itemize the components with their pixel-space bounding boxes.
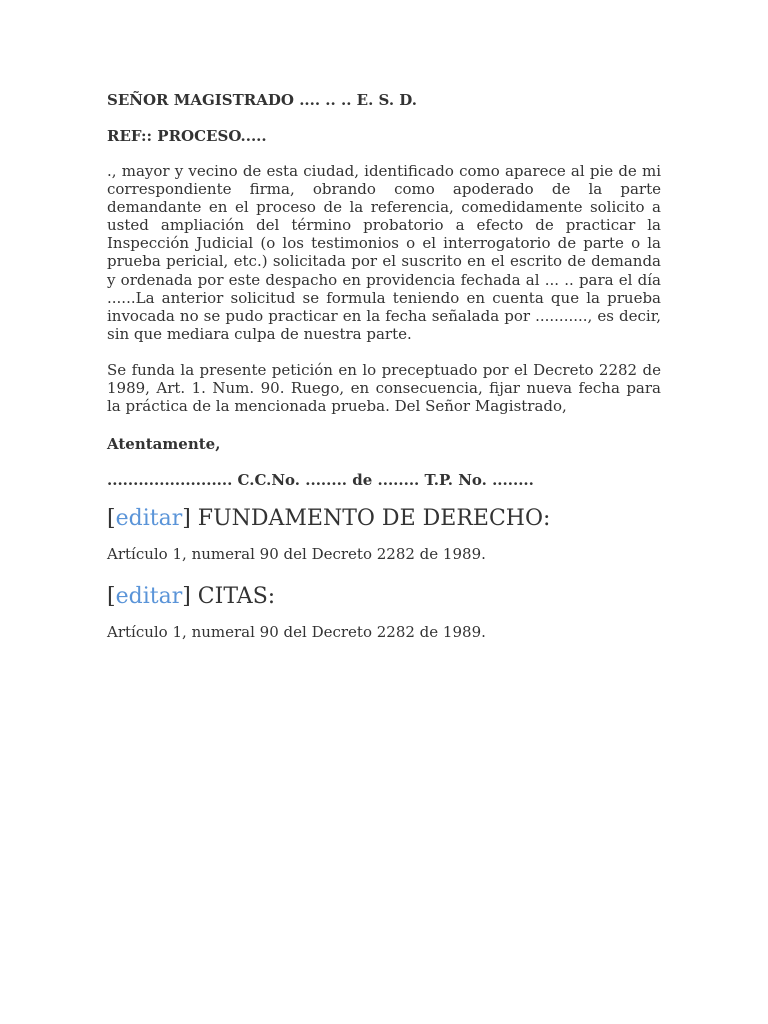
section-heading-citas xyxy=(107,582,661,612)
bracket-open: [ xyxy=(107,506,116,532)
bracket-close: ] xyxy=(182,506,191,532)
signature-line: ........................ C.C.No. ........ de ........ T.P. No. ........ xyxy=(107,471,534,490)
edit-link-citas[interactable]: editar xyxy=(115,584,183,610)
document-page xyxy=(107,90,661,660)
section-body-citas: Artículo 1, numeral 90 del Decreto 2282 de 1989. xyxy=(107,623,486,642)
section-title-citas: CITAS: xyxy=(190,584,276,610)
body-paragraph-1: ., mayor y vecino de esta ciudad, identificado como aparece al pie de mi correspondiente firma, obrando como apoderado de la parte demandante en el proceso de la referencia, comedidamente solicito a usted ampliación del término probatorio a efecto de practicar la Inspección Judicial (o los testimonios o el interrogatorio de parte o la prueba pericial, etc.) solicitada por el suscrito en el escrito de demanda y ordenada por este despacho en providencia fechada al ... .. para el día ......La anterior solicitud se formula teniendo en cuenta que la prueba invocada no se pudo practicar en la fecha señalada por ..........., es decir, sin que mediara culpa de nuestra parte. xyxy=(107,162,661,343)
edit-link-fundamento[interactable]: editar xyxy=(115,506,183,532)
bracket-open: [ xyxy=(107,584,116,610)
body-paragraph-2: Se funda la presente petición en lo preceptuado por el Decreto 2282 de 1989, Art. 1. Num. 90. Ruego, en consecuencia, fijar nueva fecha para la práctica de la mencionada prueba. Del Señor Magistrado, xyxy=(107,360,661,416)
bracket-close: ] xyxy=(182,584,191,610)
reference-line: REF:: PROCESO..... xyxy=(107,127,267,145)
salutation: SEÑOR MAGISTRADO .... .. .. E. S. D. xyxy=(107,91,417,109)
section-heading-fundamento xyxy=(107,504,661,534)
section-title-fundamento: FUNDAMENTO DE DERECHO: xyxy=(190,506,551,532)
section-body-fundamento: Artículo 1, numeral 90 del Decreto 2282 de 1989. xyxy=(107,545,486,564)
closing: Atentamente, xyxy=(107,435,221,454)
